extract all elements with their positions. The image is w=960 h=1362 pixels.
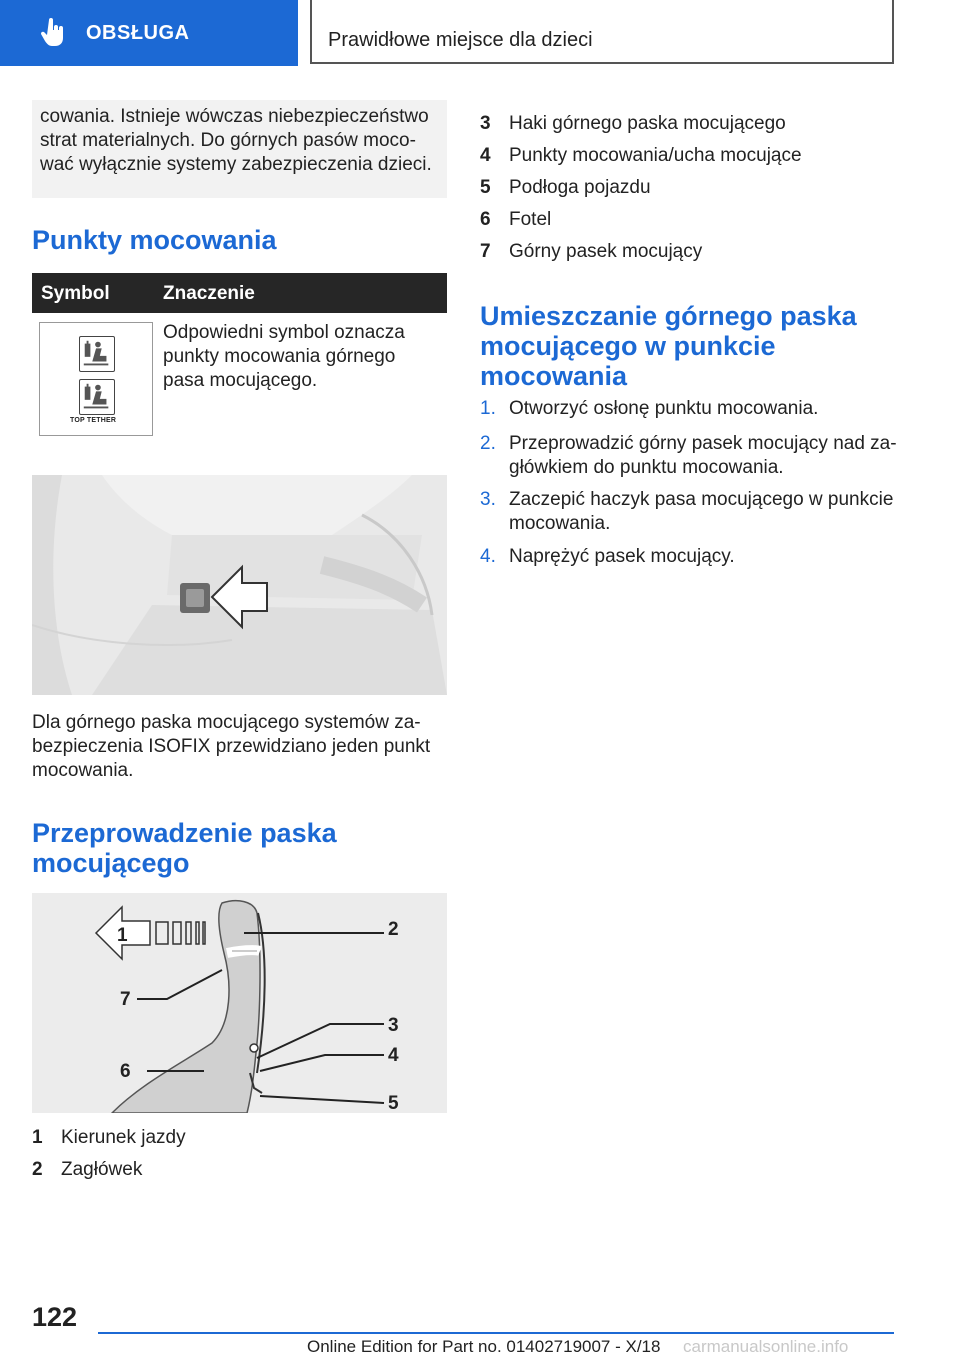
- watermark: carmanualsonline.info: [683, 1337, 849, 1356]
- legend-text: Haki górnego paska mocującego: [509, 113, 786, 134]
- edition-text: Online Edition for Part no. 01402719007 - X/18: [307, 1337, 661, 1356]
- chapter-title-box: [310, 0, 894, 64]
- legend-text: Zagłówek: [61, 1159, 143, 1180]
- step-line: Zaczepić haczyk pasa mocującego w punkcie: [509, 489, 894, 510]
- legend-number: 5: [480, 177, 491, 198]
- legend-number: 2: [32, 1159, 43, 1180]
- diagram-label-6: 6: [120, 1061, 131, 1082]
- diagram-label-2: 2: [388, 919, 399, 940]
- top-tether-label: TOP TETHER: [70, 417, 117, 424]
- top-tether-symbol: [39, 322, 153, 436]
- step-line: Otworzyć osłonę punktu mocowania.: [509, 398, 819, 419]
- diagram-label-7: 7: [120, 989, 131, 1010]
- diagram-label-3: 3: [388, 1015, 399, 1036]
- legend-text: Fotel: [509, 209, 552, 230]
- page-number: 122: [32, 1302, 78, 1332]
- heading-line: Umieszczanie górnego paska: [480, 301, 857, 331]
- heading-route-strap: [32, 818, 337, 878]
- child-seat-anchor-icon: [79, 379, 115, 415]
- meaning-line: punkty mocowania górnego: [163, 346, 396, 367]
- heading-line: mocującego: [32, 848, 190, 878]
- legend-number: 3: [480, 113, 491, 134]
- meaning-cell: [163, 321, 405, 393]
- heading-line: Przeprowadzenie paska: [32, 818, 337, 848]
- tether-diagram: [32, 893, 447, 1113]
- symbol-table: [32, 273, 447, 489]
- heading-place-strap: [480, 301, 857, 391]
- meaning-line: Odpowiedni symbol oznacza: [163, 322, 405, 343]
- diagram-label-5: 5: [388, 1093, 399, 1113]
- diagram-label-4: 4: [388, 1045, 399, 1066]
- legend-text: Punkty mocowania/ucha mocujące: [509, 145, 802, 166]
- header-symbol: Symbol: [41, 283, 110, 304]
- heading-anchor-points: Punkty mocowania: [32, 225, 277, 255]
- step-line: główkiem do punktu mocowania.: [509, 457, 784, 478]
- step-line: Przeprowadzić górny pasek mocujący nad za-: [509, 433, 897, 454]
- footer-rule: [98, 1332, 894, 1334]
- paragraph-line: bezpieczenia ISOFIX przewidziano jeden punkt: [32, 736, 431, 757]
- legend-text: Podłoga pojazdu: [509, 177, 651, 198]
- heading-line: mocującego w punkcie: [480, 331, 776, 361]
- isofix-paragraph: [32, 711, 447, 783]
- paragraph-line: Dla górnego paska mocującego systemów za-: [32, 712, 421, 733]
- step-number: 3.: [480, 489, 496, 510]
- step-line: mocowania.: [509, 513, 611, 534]
- rear-seat-photo: [32, 475, 447, 695]
- step-number: 2.: [480, 433, 496, 454]
- step-line: Naprężyć pasek mocujący.: [509, 546, 735, 567]
- legend-number: 6: [480, 209, 491, 230]
- legend-number: 4: [480, 145, 491, 166]
- note-line: wać wyłącznie systemy zabezpieczenia dzieci.: [40, 154, 432, 175]
- table-header: [32, 273, 447, 313]
- table-row: [32, 313, 447, 489]
- chapter-title: Prawidłowe miejsce dla dzieci: [328, 29, 593, 51]
- note-line: cowania. Istnieje wówczas niebezpieczeństwo: [40, 106, 429, 127]
- warning-note-box: [32, 100, 447, 198]
- legend-number: 7: [480, 241, 491, 262]
- step-number: 1.: [480, 398, 496, 419]
- section-label: OBSŁUGA: [86, 21, 190, 44]
- note-line: strat materialnych. Do górnych pasów moco-: [40, 130, 416, 151]
- step-number: 4.: [480, 546, 496, 567]
- meaning-line: pasa mocującego.: [163, 370, 318, 391]
- header-meaning: Znaczenie: [163, 283, 255, 304]
- paragraph-line: mocowania.: [32, 760, 134, 781]
- diagram-label-1: 1: [117, 925, 128, 946]
- heading-line: mocowania: [480, 361, 628, 391]
- section-tab: [0, 0, 298, 66]
- legend-number: 1: [32, 1127, 43, 1148]
- legend-text: Górny pasek mocujący: [509, 241, 703, 262]
- hand-pointer-icon: [40, 18, 66, 48]
- legend-text: Kierunek jazdy: [61, 1127, 186, 1148]
- child-seat-anchor-icon: [79, 336, 115, 372]
